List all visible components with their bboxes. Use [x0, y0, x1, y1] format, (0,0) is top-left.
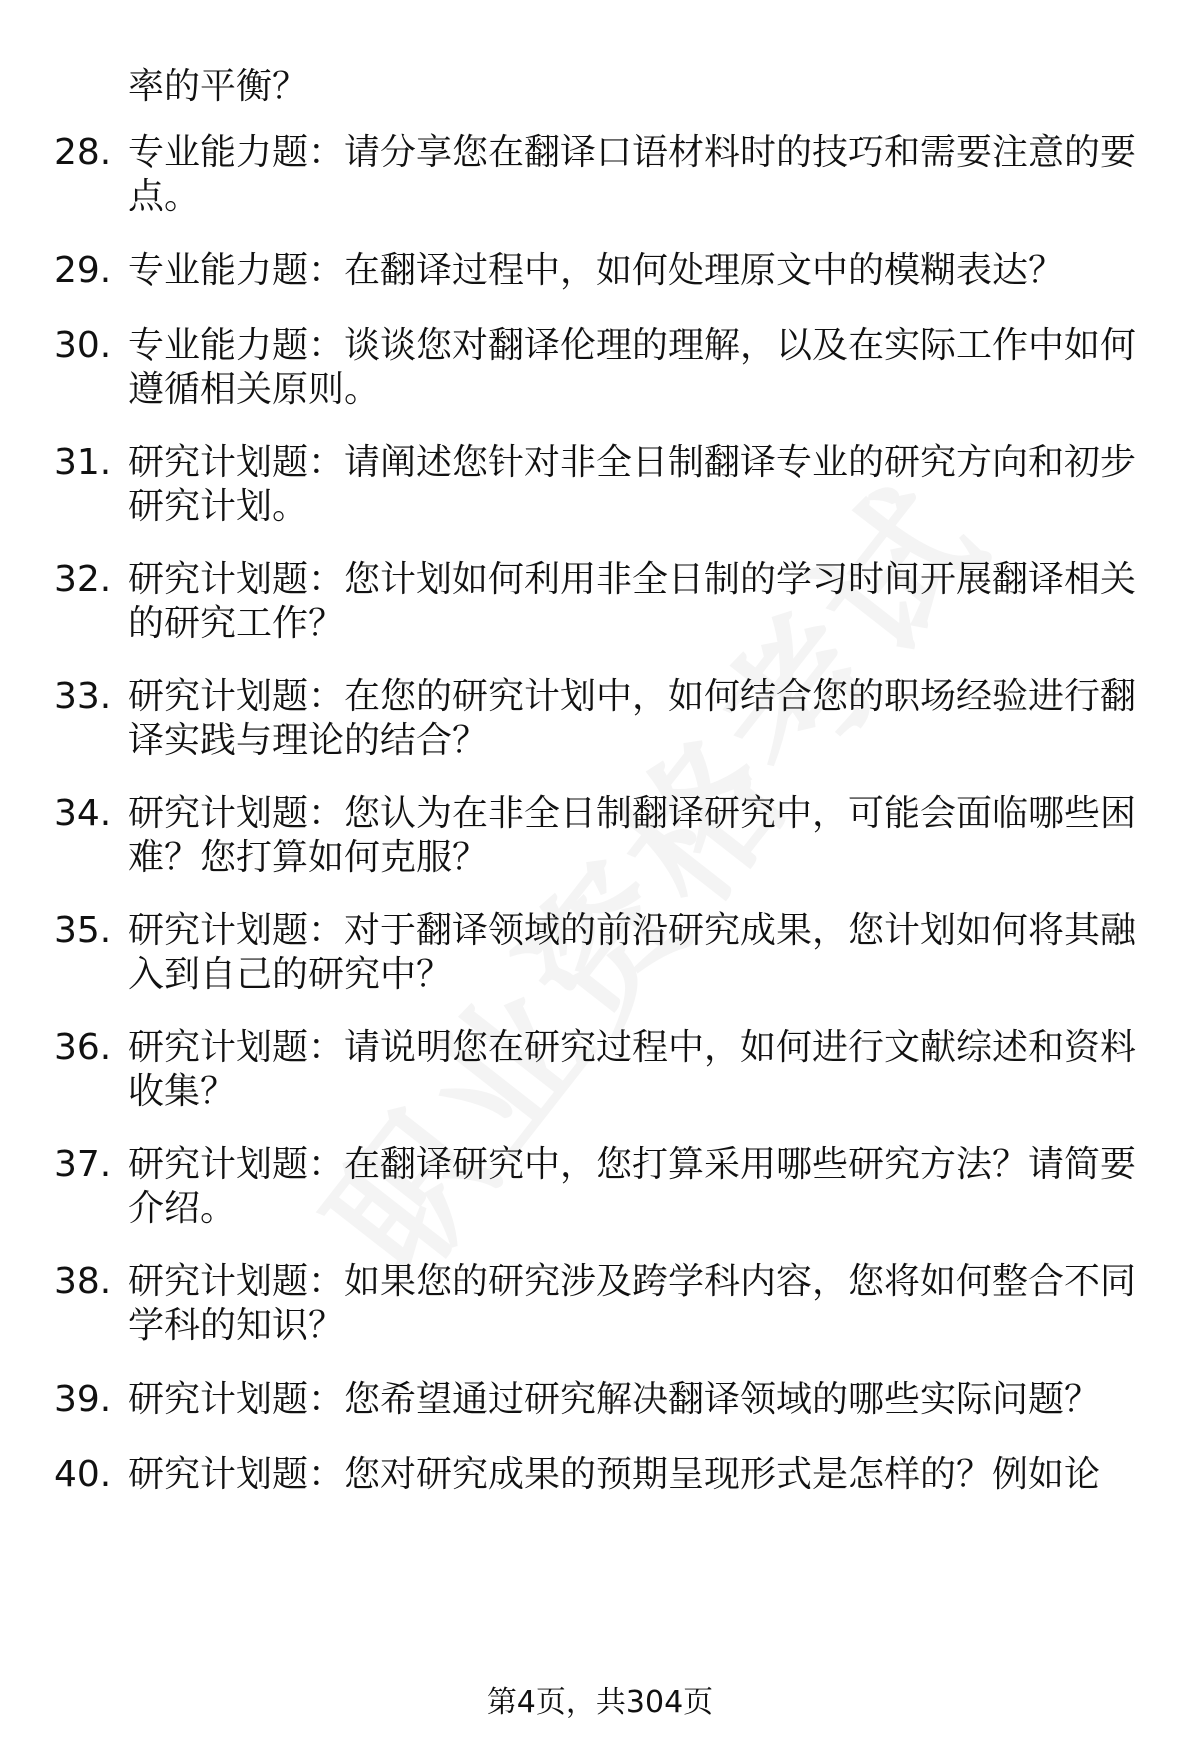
question-number: 40. [54, 1454, 112, 1495]
question-number: 39. [54, 1379, 112, 1420]
question-text: 收集？ [128, 1071, 237, 1112]
question-text: 研究计划题：在翻译研究中，您打算采用哪些研究方法？请简要 [128, 1144, 1137, 1185]
question-text: 遵循相关原则。 [128, 369, 381, 410]
question-text: 的研究工作？ [128, 603, 345, 644]
question-text: 研究计划题：您对研究成果的预期呈现形式是怎样的？例如论 [128, 1454, 1101, 1495]
question-text: 研究计划题：请说明您在研究过程中，如何进行文献综述和资料 [128, 1027, 1137, 1068]
question-number: 32. [54, 559, 112, 600]
question-text: 点。 [128, 176, 201, 217]
question-number: 37. [54, 1144, 112, 1185]
question-text: 研究计划题：在您的研究计划中，如何结合您的职场经验进行翻 [128, 676, 1137, 717]
question-number: 30. [54, 325, 112, 366]
question-text: 研究计划题：您计划如何利用非全日制的学习时间开展翻译相关 [128, 559, 1137, 600]
question-text: 译实践与理论的结合？ [128, 720, 489, 761]
question-text: 难？您打算如何克服？ [128, 837, 489, 878]
question-number: 34. [54, 793, 112, 834]
question-text: 研究计划题：对于翻译领域的前沿研究成果，您计划如何将其融 [128, 910, 1137, 951]
question-text: 专业能力题：谈谈您对翻译伦理的理解，以及在实际工作中如何 [128, 325, 1137, 366]
question-number: 38. [54, 1261, 112, 1302]
question-text: 研究计划题：您希望通过研究解决翻译领域的哪些实际问题？ [128, 1379, 1101, 1420]
question-number: 28. [54, 132, 112, 173]
question-text: 专业能力题：在翻译过程中，如何处理原文中的模糊表达？ [128, 250, 1065, 291]
question-text: 研究计划题：您认为在非全日制翻译研究中，可能会面临哪些困 [128, 793, 1137, 834]
question-text: 入到自己的研究中？ [128, 954, 453, 995]
continuation-line: 率的平衡？ [128, 66, 309, 107]
question-number: 29. [54, 250, 112, 291]
question-number: 36. [54, 1027, 112, 1068]
question-text: 介绍。 [128, 1188, 237, 1229]
question-text: 研究计划题：请阐述您针对非全日制翻译专业的研究方向和初步 [128, 442, 1137, 483]
page-footer: 第4页，共304页 [486, 1685, 714, 1720]
question-number: 35. [54, 910, 112, 951]
question-text: 学科的知识？ [128, 1305, 345, 1346]
question-number: 33. [54, 676, 112, 717]
question-number: 31. [54, 442, 112, 483]
question-text: 研究计划。 [128, 486, 309, 527]
question-text: 研究计划题：如果您的研究涉及跨学科内容，您将如何整合不同 [128, 1261, 1137, 1302]
question-text: 专业能力题：请分享您在翻译口语材料时的技巧和需要注意的要 [128, 132, 1137, 173]
